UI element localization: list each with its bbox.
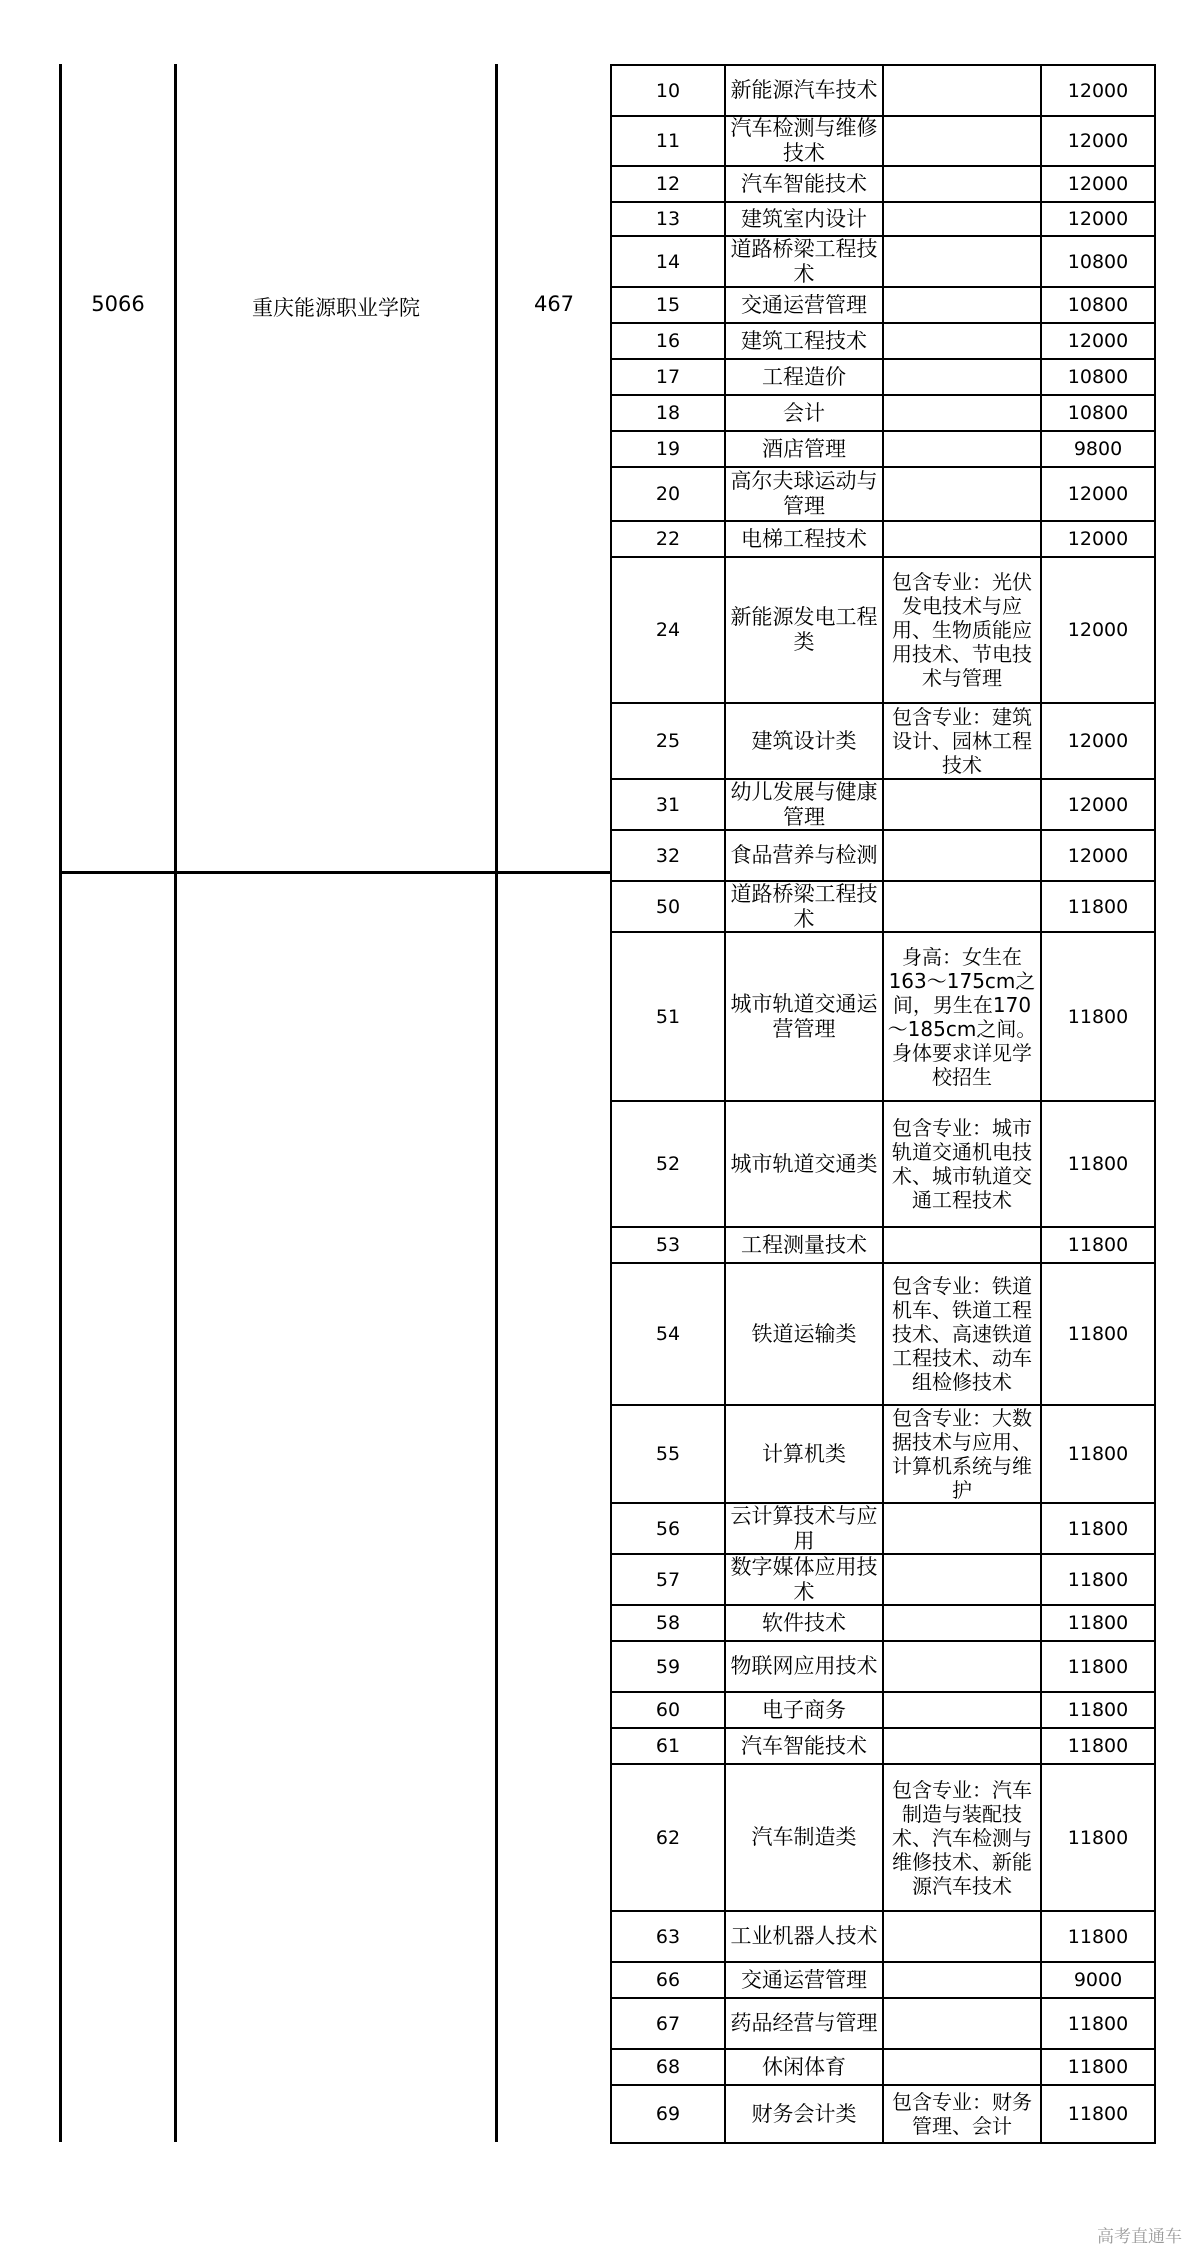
- major-name: 道路桥梁工程技术: [724, 880, 884, 933]
- row-number: 11: [610, 115, 726, 167]
- major-note: [882, 64, 1042, 117]
- tuition-fee: 9000: [1040, 1961, 1156, 1999]
- tuition-fee: 12000: [1040, 466, 1156, 522]
- row-number: 62: [610, 1763, 726, 1912]
- major-note: 包含专业：汽车制造与装配技术、汽车检测与维修技术、新能源汽车技术: [882, 1763, 1042, 1912]
- row-number: 56: [610, 1502, 726, 1555]
- institution-plan-count: 467: [533, 292, 575, 316]
- tuition-fee: 12000: [1040, 322, 1156, 360]
- major-name: 物联网应用技术: [724, 1640, 884, 1693]
- row-number: 57: [610, 1553, 726, 1606]
- major-name: 建筑室内设计: [724, 201, 884, 237]
- row-number: 51: [610, 931, 726, 1102]
- tuition-fee: 12000: [1040, 165, 1156, 203]
- major-name: 交通运营管理: [724, 286, 884, 324]
- major-name: 城市轨道交通类: [724, 1100, 884, 1228]
- row-number: 15: [610, 286, 726, 324]
- major-note: [882, 1640, 1042, 1693]
- major-note: [882, 115, 1042, 167]
- major-note: [882, 1691, 1042, 1729]
- major-name: 酒店管理: [724, 430, 884, 468]
- tuition-fee: 11800: [1040, 880, 1156, 933]
- row-number: 58: [610, 1604, 726, 1642]
- row-number: 10: [610, 64, 726, 117]
- col-divider-1: [174, 64, 177, 2142]
- major-name: 会计: [724, 394, 884, 432]
- major-note: [882, 358, 1042, 396]
- major-note: [882, 165, 1042, 203]
- major-note: 包含专业：财务管理、会计: [882, 2084, 1042, 2144]
- left-border-line: [59, 64, 62, 2142]
- major-note: [882, 1727, 1042, 1765]
- major-note: [882, 1502, 1042, 1555]
- major-note: [882, 466, 1042, 522]
- major-name: 计算机类: [724, 1404, 884, 1504]
- tuition-fee: 11800: [1040, 1640, 1156, 1693]
- row-number: 69: [610, 2084, 726, 2144]
- major-name: 工程测量技术: [724, 1226, 884, 1264]
- col-divider-2: [495, 64, 498, 2142]
- tuition-fee: 11800: [1040, 931, 1156, 1102]
- major-note: [882, 1910, 1042, 1963]
- major-note: [882, 880, 1042, 933]
- row-number: 16: [610, 322, 726, 360]
- major-name: 高尔夫球运动与管理: [724, 466, 884, 522]
- tuition-fee: 11800: [1040, 1910, 1156, 1963]
- major-note: [882, 286, 1042, 324]
- major-name: 城市轨道交通运营管理: [724, 931, 884, 1102]
- major-name: 汽车制造类: [724, 1763, 884, 1912]
- tuition-fee: 12000: [1040, 778, 1156, 831]
- row-number: 54: [610, 1262, 726, 1406]
- tuition-fee: 11800: [1040, 1404, 1156, 1504]
- major-name: 交通运营管理: [724, 1961, 884, 1999]
- tuition-fee: 11800: [1040, 1553, 1156, 1606]
- group-separator: [59, 871, 610, 874]
- major-note: 身高：女生在163～175cm之间，男生在170～185cm之间。身体要求详见学校招生: [882, 931, 1042, 1102]
- major-note: [882, 829, 1042, 882]
- row-number: 55: [610, 1404, 726, 1504]
- tuition-fee: 12000: [1040, 520, 1156, 558]
- major-name: 建筑设计类: [724, 702, 884, 780]
- major-note: [882, 201, 1042, 237]
- row-number: 32: [610, 829, 726, 882]
- row-number: 12: [610, 165, 726, 203]
- major-note: [882, 1961, 1042, 1999]
- major-name: 汽车检测与维修技术: [724, 115, 884, 167]
- row-number: 31: [610, 778, 726, 831]
- major-name: 建筑工程技术: [724, 322, 884, 360]
- major-name: 工程造价: [724, 358, 884, 396]
- major-note: [882, 520, 1042, 558]
- major-note: [882, 1226, 1042, 1264]
- major-name: 新能源发电工程类: [724, 556, 884, 704]
- major-name: 汽车智能技术: [724, 1727, 884, 1765]
- tuition-fee: 10800: [1040, 358, 1156, 396]
- tuition-fee: 12000: [1040, 115, 1156, 167]
- major-name: 汽车智能技术: [724, 165, 884, 203]
- tuition-fee: 11800: [1040, 1997, 1156, 2050]
- major-name: 电梯工程技术: [724, 520, 884, 558]
- row-number: 20: [610, 466, 726, 522]
- major-name: 食品营养与检测: [724, 829, 884, 882]
- major-note: [882, 778, 1042, 831]
- tuition-fee: 12000: [1040, 829, 1156, 882]
- row-number: 53: [610, 1226, 726, 1264]
- row-number: 22: [610, 520, 726, 558]
- major-note: 包含专业：铁道机车、铁道工程技术、高速铁道工程技术、动车组检修技术: [882, 1262, 1042, 1406]
- row-number: 63: [610, 1910, 726, 1963]
- tuition-fee: 11800: [1040, 1100, 1156, 1228]
- tuition-fee: 10800: [1040, 394, 1156, 432]
- major-name: 软件技术: [724, 1604, 884, 1642]
- row-number: 61: [610, 1727, 726, 1765]
- row-number: 66: [610, 1961, 726, 1999]
- major-note: [882, 235, 1042, 288]
- major-note: [882, 430, 1042, 468]
- row-number: 13: [610, 201, 726, 237]
- major-note: [882, 1997, 1042, 2050]
- row-number: 17: [610, 358, 726, 396]
- major-name: 休闲体育: [724, 2048, 884, 2086]
- tuition-fee: 11800: [1040, 1691, 1156, 1729]
- tuition-fee: 11800: [1040, 1727, 1156, 1765]
- major-name: 幼儿发展与健康管理: [724, 778, 884, 831]
- major-note: 包含专业：光伏发电技术与应用、生物质能应用技术、节电技术与管理: [882, 556, 1042, 704]
- tuition-fee: 10800: [1040, 235, 1156, 288]
- row-number: 60: [610, 1691, 726, 1729]
- row-number: 24: [610, 556, 726, 704]
- major-note: [882, 322, 1042, 360]
- institution-name: 重庆能源职业学院: [252, 296, 420, 320]
- major-name: 数字媒体应用技术: [724, 1553, 884, 1606]
- row-number: 52: [610, 1100, 726, 1228]
- watermark: 高考直通车: [1097, 2227, 1182, 2247]
- institution-code: 5066: [91, 292, 145, 316]
- tuition-fee: 11800: [1040, 1226, 1156, 1264]
- tuition-fee: 11800: [1040, 1502, 1156, 1555]
- major-name: 电子商务: [724, 1691, 884, 1729]
- major-name: 道路桥梁工程技术: [724, 235, 884, 288]
- major-note: 包含专业：城市轨道交通机电技术、城市轨道交通工程技术: [882, 1100, 1042, 1228]
- row-number: 59: [610, 1640, 726, 1693]
- row-number: 14: [610, 235, 726, 288]
- tuition-fee: 11800: [1040, 1262, 1156, 1406]
- tuition-fee: 11800: [1040, 1604, 1156, 1642]
- tuition-fee: 11800: [1040, 1763, 1156, 1912]
- major-note: [882, 1553, 1042, 1606]
- tuition-fee: 12000: [1040, 702, 1156, 780]
- row-number: 19: [610, 430, 726, 468]
- tuition-fee: 12000: [1040, 64, 1156, 117]
- major-name: 财务会计类: [724, 2084, 884, 2144]
- row-number: 68: [610, 2048, 726, 2086]
- major-name: 铁道运输类: [724, 1262, 884, 1406]
- major-name: 工业机器人技术: [724, 1910, 884, 1963]
- major-note: 包含专业：大数据技术与应用、计算机系统与维护: [882, 1404, 1042, 1504]
- row-number: 25: [610, 702, 726, 780]
- tuition-fee: 9800: [1040, 430, 1156, 468]
- major-name: 云计算技术与应用: [724, 1502, 884, 1555]
- major-note: [882, 394, 1042, 432]
- row-number: 18: [610, 394, 726, 432]
- major-name: 新能源汽车技术: [724, 64, 884, 117]
- tuition-fee: 11800: [1040, 2084, 1156, 2144]
- tuition-fee: 12000: [1040, 201, 1156, 237]
- tuition-fee: 10800: [1040, 286, 1156, 324]
- row-number: 67: [610, 1997, 726, 2050]
- major-note: [882, 1604, 1042, 1642]
- row-number: 50: [610, 880, 726, 933]
- major-note: 包含专业：建筑设计、园林工程技术: [882, 702, 1042, 780]
- major-note: [882, 2048, 1042, 2086]
- tuition-fee: 12000: [1040, 556, 1156, 704]
- tuition-fee: 11800: [1040, 2048, 1156, 2086]
- major-name: 药品经营与管理: [724, 1997, 884, 2050]
